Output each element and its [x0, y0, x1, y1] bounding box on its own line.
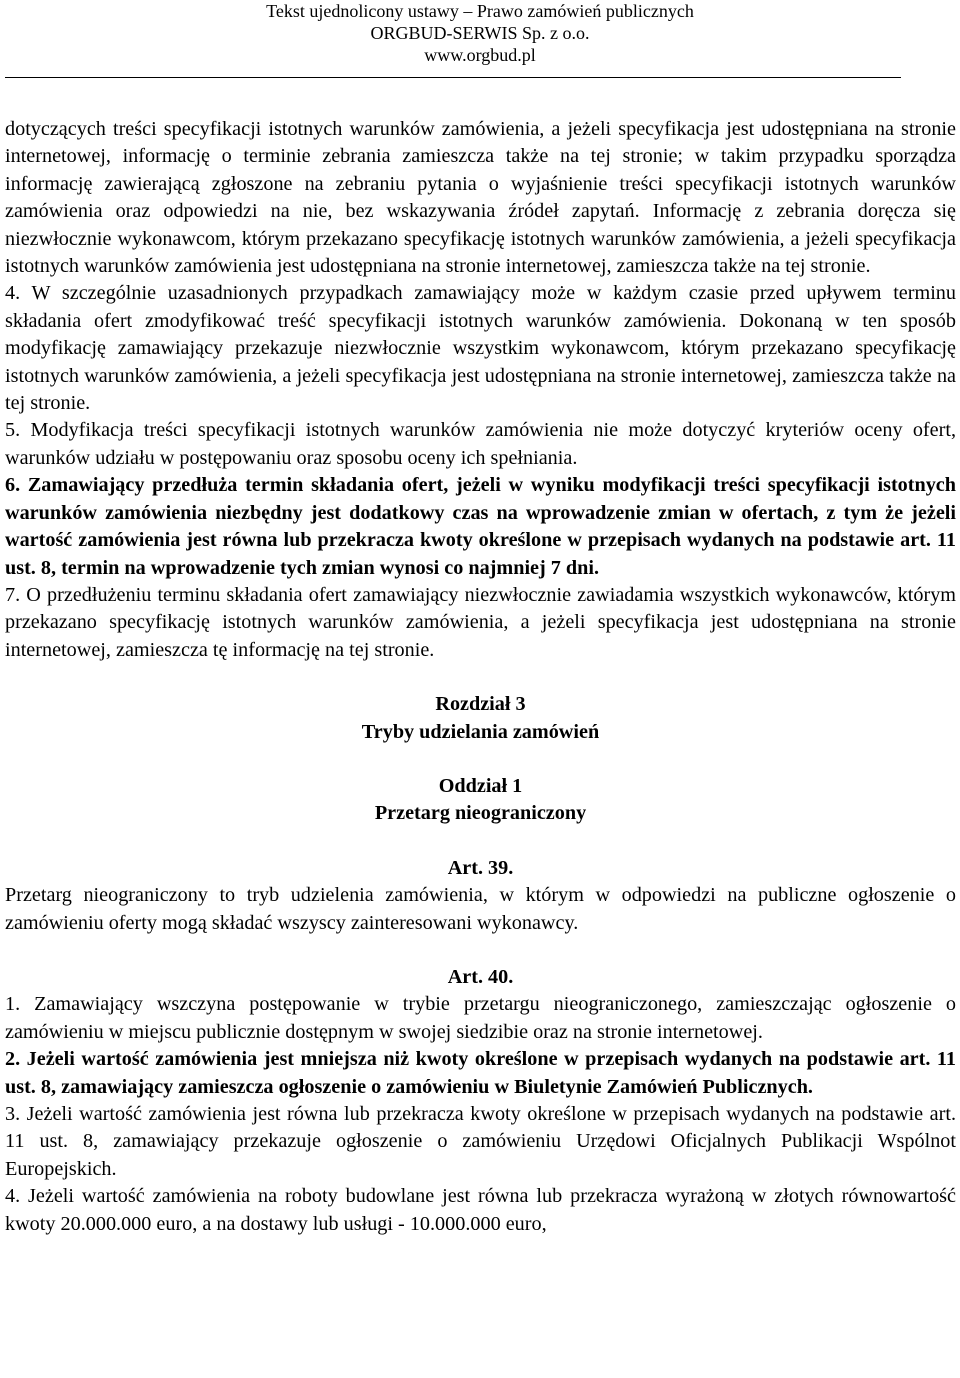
- header-title: Tekst ujednolicony ustawy – Prawo zamówień publicznych: [266, 1, 694, 21]
- spacer: [5, 664, 956, 691]
- spacer: [5, 828, 956, 855]
- paragraph-4: 4. W szczególnie uzasadnionych przypadkach zamawiający może w każdym czasie przed upływem terminu składania ofert zmodyfikować treść specyfikacji istotnych warunków zamówienia. Dokonaną w ten sposób modyfikację zamawiający przekazuje niezwłocznie wszystkim wykonawcom, którym przekazano specyfikację istotnych warunków zamówienia, a jeżeli specyfikacja jest udostępniana na stronie internetowej, zamieszcza także na tej stronie.: [5, 282, 956, 415]
- paragraph-7: 7. O przedłużeniu terminu składania ofert zamawiający niezwłocznie zawiadamia wszystkich wykonawców, którym przekazano specyfikację istotnych warunków zamówienia, a jeżeli specyfikacja jest udostępniana na stronie internetowej, zamieszcza tę informację na tej stronie.: [5, 583, 956, 661]
- header-company: ORGBUD-SERWIS Sp. z o.o.: [370, 23, 590, 43]
- article-40-paragraph-4: 4. Jeżeli wartość zamówienia na roboty budowlane jest równa lub przekracza wyrażoną w złotych równowartość kwoty 20.000.000 euro, a na dostawy lub usługi - 10.000.000 euro,: [5, 1185, 956, 1235]
- paragraph-6: 6. Zamawiający przedłuża termin składania ofert, jeżeli w wyniku modyfikacji treści specyfikacji istotnych warunków zamówienia niezbędny jest dodatkowy czas na wprowadzenie zmian w ofertach, z tym że jeżeli wartość zamówienia jest równa lub przekracza kwoty określone w przepisach wydanych na podstawie art. 11 ust. 8, termin na wprowadzenie tych zmian wynosi co najmniej 7 dni.: [5, 474, 956, 579]
- article-40-heading: Art. 40.: [447, 965, 514, 988]
- chapter-title: Tryby udzielania zamówień: [361, 720, 600, 743]
- article-40-paragraph-3: 3. Jeżeli wartość zamówienia jest równa lub przekracza kwoty określone w przepisach wydanych na podstawie art. 11 ust. 8, zamawiający przekazuje ogłoszenie o zamówieniu Urzędowi Oficjalnych Publikacji Wspólnot Europejskich.: [5, 1103, 956, 1180]
- division-number: Oddział 1: [438, 774, 523, 797]
- header-divider: [5, 77, 901, 78]
- page-header: [0, 0, 960, 66]
- chapter-number: Rozdział 3: [435, 693, 526, 716]
- document-body: [5, 116, 956, 1238]
- article-39-heading: Art. 39.: [447, 856, 514, 879]
- paragraph-5: 5. Modyfikacja treści specyfikacji istotnych warunków zamówienia nie może dotyczyć kryteriów oceny ofert, warunków udziału w postępowaniu oraz sposobu oceny ich spełniania.: [5, 419, 956, 469]
- article-39-text: Przetarg nieograniczony to tryb udzielenia zamówienia, w którym w odpowiedzi na publiczne ogłoszenie o zamówieniu oferty mogą składać wszyscy zainteresowani wykonawcy.: [5, 884, 956, 934]
- division-title: Przetarg nieograniczony: [374, 802, 587, 825]
- header-website: www.orgbud.pl: [424, 45, 536, 65]
- paragraph-continuation: dotyczących treści specyfikacji istotnych warunków zamówienia, a jeżeli specyfikacja jest udostępniana na stronie internetowej, informację o terminie zebrania zamieszcza także na tej stronie; w takim przypadku sporządza informację zawierającą zgłoszone na zebraniu pytania o wyjaśnienie treści specyfikacji istotnych warunków zamówienia oraz odpowiedzi na nie, bez wskazywania źródeł zapytań. Informację z zebrania doręcza się niezwłocznie wykonawcom, którym przekazano specyfikację istotnych warunków zamówienia, a jeżeli specyfikacja istotnych warunków zamówienia jest udostępniana na stronie internetowej, zamieszcza także na tej stronie.: [5, 118, 956, 278]
- article-40-paragraph-1: 1. Zamawiający wszczyna postępowanie w trybie przetargu nieograniczonego, zamieszczając ogłoszenie o zamówieniu w miejscu publicznie dostępnym w swojej siedzibie oraz na stronie internetowej.: [5, 993, 956, 1043]
- spacer: [5, 746, 956, 773]
- article-40-paragraph-2: 2. Jeżeli wartość zamówienia jest mniejsza niż kwoty określone w przepisach wydanych na podstawie art. 11 ust. 8, zamawiający zamieszcza ogłoszenie o zamówieniu w Biuletynie Zamówień Publicznych.: [5, 1048, 956, 1098]
- spacer: [5, 937, 956, 964]
